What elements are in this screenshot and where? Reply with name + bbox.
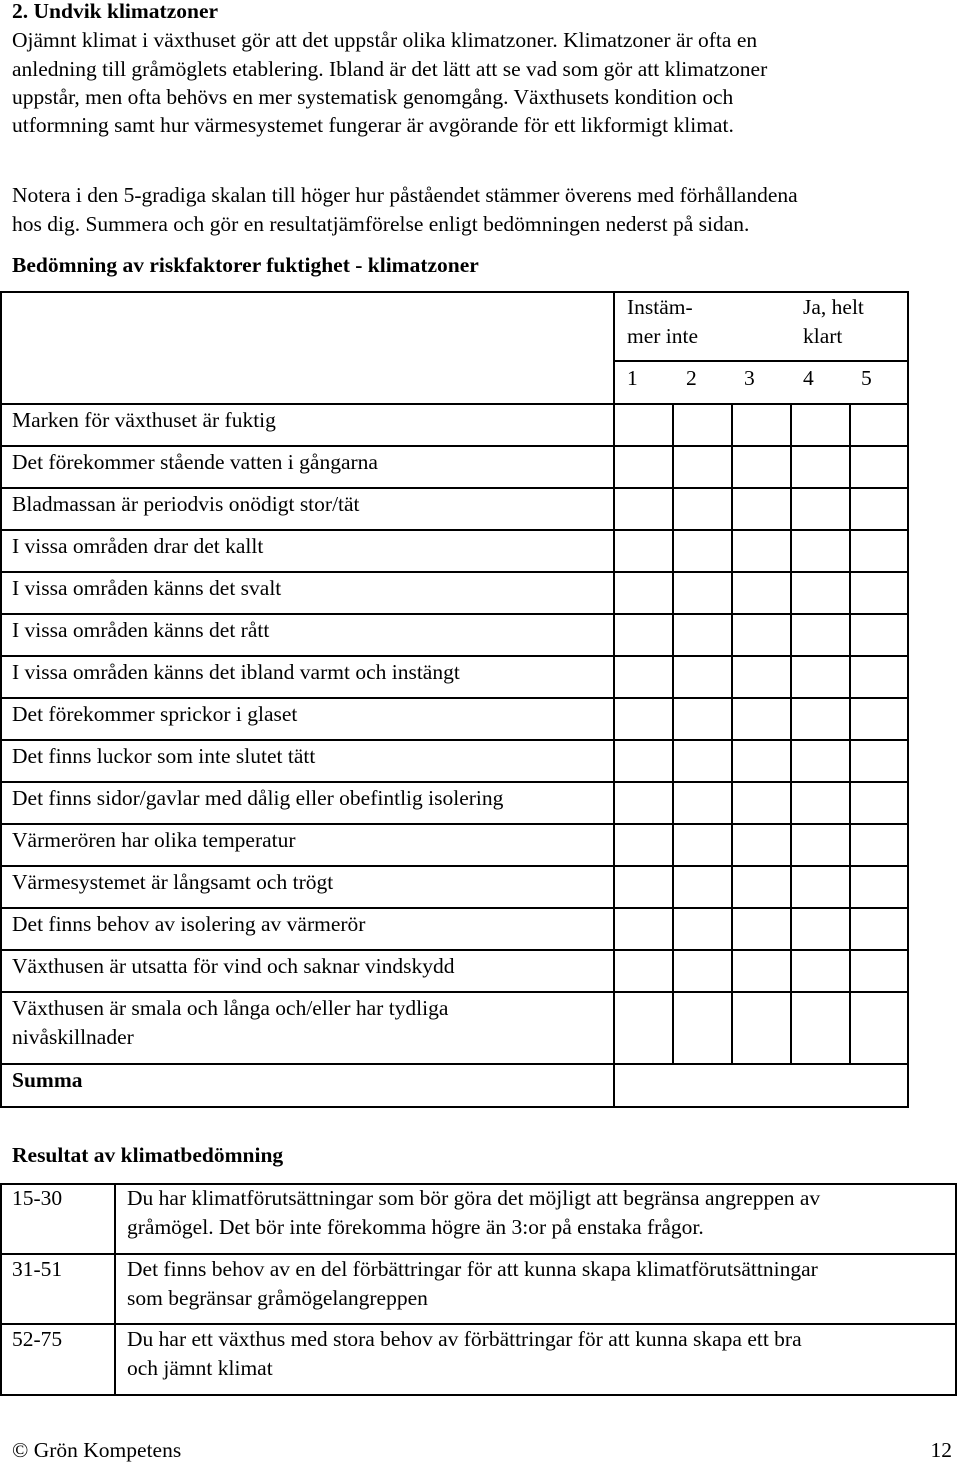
row-divider	[0, 529, 909, 531]
statement: nivåskillnader	[12, 1025, 134, 1049]
row-divider	[0, 823, 909, 825]
row-divider	[0, 1063, 909, 1065]
row-divider	[0, 613, 909, 615]
intro-line: uppstår, men ofta behövs en mer systematisk genomgång. Växthusets kondition och	[12, 85, 734, 109]
row-divider	[0, 907, 909, 909]
scale-divider	[672, 403, 674, 1065]
scale-high-label: klart	[803, 324, 843, 348]
table-title: Bedömning av riskfaktorer fuktighet - klimatzoner	[12, 253, 479, 277]
row-divider	[0, 655, 909, 657]
statement: Det förekommer stående vatten i gångarna	[12, 450, 378, 474]
scale-low-label: mer inte	[627, 324, 699, 348]
statement: I vissa områden drar det kallt	[12, 534, 264, 558]
statement: Värmerören har olika temperatur	[12, 828, 296, 852]
result-range: 52-75	[12, 1327, 63, 1351]
statement: Värmesystemet är långsamt och trögt	[12, 870, 334, 894]
statement: I vissa områden känns det ibland varmt och instängt	[12, 660, 460, 684]
result-text: Du har klimatförutsättningar som bör göra det möjligt att begränsa angreppen av	[127, 1186, 821, 1210]
result-text: gråmögel. Det bör inte förekomma högre än 3:or på enstaka frågor.	[127, 1215, 704, 1239]
statement: I vissa områden känns det rått	[12, 618, 270, 642]
scale-number: 3	[744, 366, 755, 390]
statement: Växthusen är smala och långa och/eller har tydliga	[12, 996, 449, 1020]
row-divider	[0, 781, 909, 783]
note-line: Notera i den 5-gradiga skalan till höger hur påståendet stämmer överens med förhållandena	[12, 183, 798, 207]
row-divider	[0, 865, 909, 867]
scale-divider	[731, 403, 733, 1065]
result-text: som begränsar gråmögelangreppen	[127, 1286, 428, 1310]
scale-divider	[849, 403, 851, 1065]
scale-number: 5	[861, 366, 872, 390]
intro-line: Ojämnt klimat i växthuset gör att det uppstår olika klimatzoner. Klimatzoner är ofta en	[12, 28, 758, 52]
scale-number: 1	[627, 366, 638, 390]
result-text: och jämnt klimat	[127, 1356, 273, 1380]
scale-low-label: Instäm-	[627, 295, 693, 319]
header-divider	[613, 360, 909, 362]
section-heading: 2. Undvik klimatzoner	[12, 0, 219, 23]
statement: Det finns sidor/gavlar med dålig eller obefintlig isolering	[12, 786, 504, 810]
row-divider	[0, 949, 909, 951]
page-number: 12	[930, 1438, 952, 1462]
result-text: Du har ett växthus med stora behov av förbättringar för att kunna skapa ett bra	[127, 1327, 802, 1351]
scale-number: 4	[803, 366, 814, 390]
result-range: 31-51	[12, 1257, 63, 1281]
note-line: hos dig. Summera och gör en resultatjämförelse enligt bedömningen nederst på sidan.	[12, 212, 750, 236]
scale-divider	[790, 403, 792, 1065]
column-divider	[613, 291, 615, 1108]
statement: Bladmassan är periodvis onödigt stor/tät	[12, 492, 360, 516]
results-title: Resultat av klimatbedömning	[12, 1143, 284, 1167]
statement: Växthusen är utsatta för vind och saknar vindskydd	[12, 954, 455, 978]
row-divider	[0, 697, 909, 699]
intro-line: utformning samt hur värmesystemet fungerar är avgörande för ett likformigt klimat.	[12, 113, 734, 137]
statement: Det finns luckor som inte slutet tätt	[12, 744, 316, 768]
row-divider	[0, 739, 909, 741]
scale-number: 2	[686, 366, 697, 390]
sum-label: Summa	[12, 1068, 83, 1092]
statement: Det förekommer sprickor i glaset	[12, 702, 298, 726]
footer-copyright: © Grön Kompetens	[12, 1438, 182, 1462]
row-divider	[0, 571, 909, 573]
result-text: Det finns behov av en del förbättringar för att kunna skapa klimatförutsättningar	[127, 1257, 818, 1281]
statement: I vissa områden känns det svalt	[12, 576, 282, 600]
row-divider	[0, 445, 909, 447]
statement: Marken för växthuset är fuktig	[12, 408, 276, 432]
row-divider	[0, 991, 909, 993]
scale-high-label: Ja, helt	[803, 295, 864, 319]
results-column-divider	[114, 1183, 116, 1396]
row-divider	[0, 487, 909, 489]
statement: Det finns behov av isolering av värmerör	[12, 912, 366, 936]
result-range: 15-30	[12, 1186, 63, 1210]
row-divider	[0, 403, 909, 405]
intro-line: anledning till gråmöglets etablering. Ibland är det lätt att se vad som gör att klimatzoner	[12, 57, 768, 81]
